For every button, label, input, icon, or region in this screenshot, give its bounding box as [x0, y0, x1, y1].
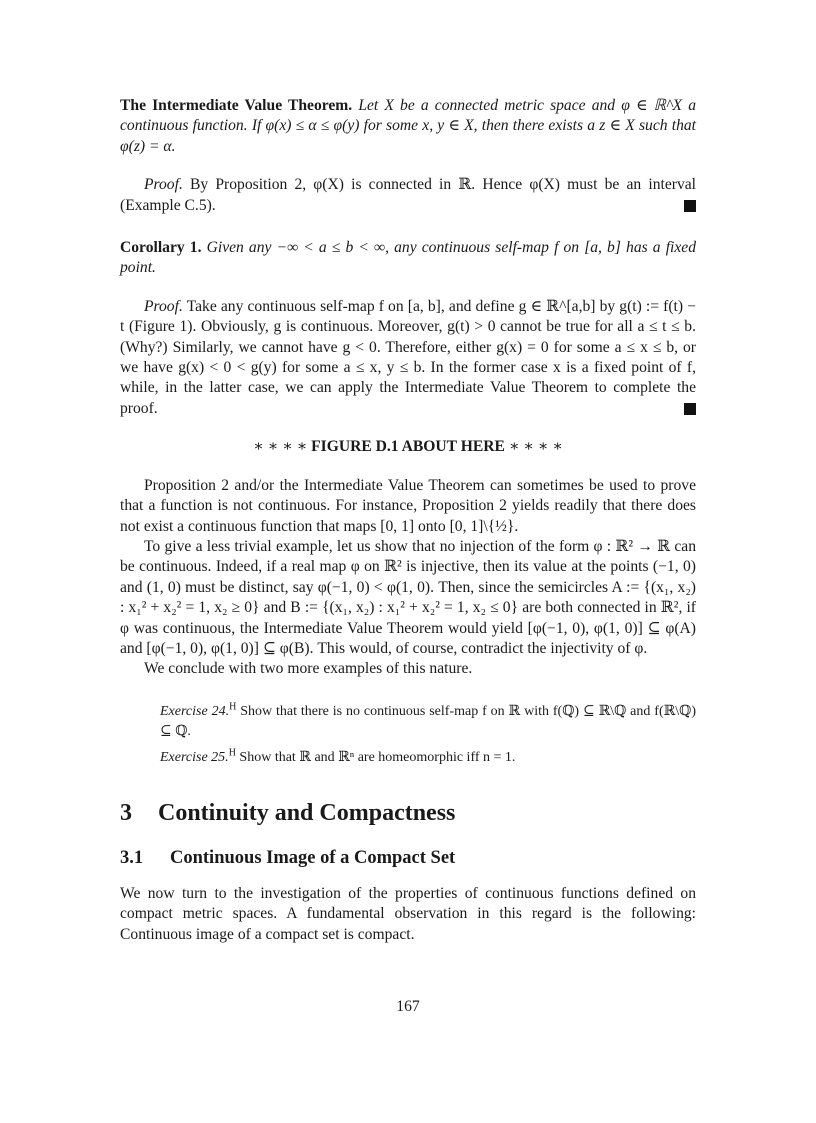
page-body [120, 96, 696, 945]
proof-text: By Proposition 2, φ(X) is connected in ℝ. Hence φ(X) must be an interval (Example C.5). [120, 176, 696, 214]
exercise-25 [160, 748, 696, 768]
subsection-number: 3.1 [120, 847, 144, 868]
figure-stars-left: ∗ ∗ ∗ ∗ [253, 438, 308, 456]
subsection-heading [120, 846, 696, 870]
figure-placeholder [120, 437, 696, 457]
ivt-theorem [120, 96, 696, 157]
proof-text: Take any continuous self-map f on [a, b], and define g ∈ ℝ^[a,b] by g(t) := f(t) − t (Figure 1). Obviously, g is continuous. Moreover, g(t) > 0 cannot be true for all a ≤ t ≤ b. (Why?) Similarly, we cannot have g < 0. Therefore, either g(x) = 0 for some a ≤ x ≤ b, or we have g(x) < 0 < g(y) for some a ≤ x, y ≤ b. In the former case x is a fixed point of f, while, in the latter case, we can apply the Intermediate Value Theorem to complete the proof. [120, 297, 696, 417]
section-title: Continuity and Compactness [158, 799, 456, 826]
exercise-text: Show that there is no continuous self-map f on ℝ with f(ℚ) ⊆ ℝ\ℚ and f(ℝ\ℚ) ⊆ ℚ. [160, 703, 696, 739]
paragraph-compact: We now turn to the investigation of the properties of continuous functions defined on compact metric spaces. A fundamental observation in this regard is the following: Continuous image of a compact set is compact. [120, 884, 696, 943]
qed-icon [684, 200, 696, 212]
ivt-title: The Intermediate Value Theorem. [120, 97, 353, 114]
paragraph-injection: To give a less trivial example, let us show that no injection of the form φ : ℝ² → ℝ can be continuous. Indeed, if a real map φ on ℝ² is injective, then its value at the points (−1, 0) and (1, 0) must be distinct, say φ(−1, 0) < φ(1, 0). Then, since the semicircles A := {(x₁, x₂) : x₁² + x₂² = 1, x₂ ≥ 0} and B := {(x₁, x₂) : x₁² + x₂² = 1, x₂ ≤ 0} are both connected in ℝ², if φ was continuous, the Intermediate Value Theorem would yield [φ(−1, 0), φ(1, 0)] ⊆ φ(A) and [φ(−1, 0), φ(1, 0)] ⊆ φ(B). This would, of course, contradict the injectivity of φ. [120, 537, 696, 657]
hint-mark: H [229, 701, 237, 713]
subsection-title: Continuous Image of a Compact Set [170, 847, 456, 868]
exercise-24 [160, 702, 696, 742]
proof-label: Proof. [144, 176, 183, 194]
figure-label: FIGURE D.1 ABOUT HERE [311, 438, 505, 456]
paragraph-not-continuous: Proposition 2 and/or the Intermediate Value Theorem can sometimes be used to prove that a function is not continuous. For instance, Proposition 2 yields readily that there does not exist a continuous function that maps [0, 1] onto [0, 1]\{½}. [120, 476, 696, 535]
section-number: 3 [120, 799, 132, 826]
corollary [120, 238, 696, 279]
exercise-text: Show that ℝ and ℝⁿ are homeomorphic iff n = 1. [239, 749, 516, 765]
page-number: 167 [396, 998, 420, 1015]
ivt-statement: Let X be a connected metric space and φ ∈ ℝ^X a continuous function. If φ(x) ≤ α ≤ φ(y) for some x, y ∈ X, then there exists a z ∈ X such that φ(z) = α. [120, 97, 696, 155]
exercise-label: Exercise 25. [160, 749, 229, 765]
corollary-title: Corollary 1. [120, 239, 202, 257]
hint-mark: H [228, 747, 236, 759]
proof-label: Proof. [144, 297, 183, 315]
figure-stars-right: ∗ ∗ ∗ ∗ [508, 438, 563, 456]
paragraph-conclude: We conclude with two more examples of this nature. [144, 660, 473, 678]
section-heading [120, 798, 696, 828]
proof-corollary [120, 297, 696, 419]
proof-ivt [120, 175, 696, 216]
qed-icon [684, 403, 696, 415]
corollary-statement: Given any −∞ < a ≤ b < ∞, any continuous self-map f on [a, b] has a fixed point. [120, 239, 696, 277]
exercise-label: Exercise 24. [160, 703, 230, 719]
